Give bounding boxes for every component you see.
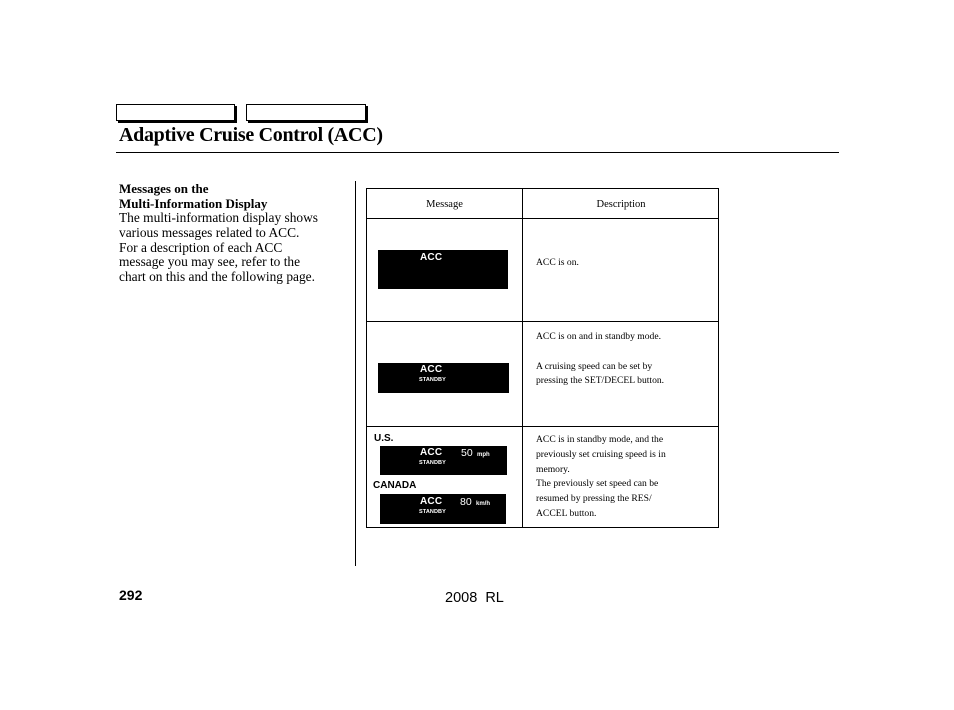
description-line: ACC is in standby mode, and the bbox=[536, 434, 664, 445]
description-line: ACC is on and in standby mode. bbox=[536, 331, 661, 342]
lcd-speed-unit: km/h bbox=[476, 501, 491, 507]
nav-tab-box-2 bbox=[246, 104, 366, 121]
body-line: message you may see, refer to the bbox=[119, 254, 301, 270]
table-row-description bbox=[536, 330, 664, 389]
table-row-separator bbox=[367, 218, 718, 219]
column-divider bbox=[355, 181, 356, 566]
section-body bbox=[119, 211, 351, 285]
lcd-acc-text: ACC bbox=[420, 496, 443, 507]
description-line: memory. bbox=[536, 463, 570, 475]
section-heading-line-2: Multi-Information Display bbox=[119, 196, 268, 211]
lcd-speed-value: 50 bbox=[461, 447, 473, 459]
lcd-standby-text: STANDBY bbox=[419, 460, 446, 466]
table-header-description: Description bbox=[596, 199, 646, 210]
body-line: The multi-information display shows bbox=[119, 210, 318, 225]
description-line bbox=[536, 345, 664, 360]
title-rule bbox=[116, 152, 839, 153]
section-heading-line-1: Messages on the bbox=[119, 181, 209, 196]
description-line: ACC is on. bbox=[536, 257, 579, 268]
lcd-acc-text: ACC bbox=[420, 364, 443, 375]
lcd-acc-text: ACC bbox=[420, 447, 443, 458]
body-line: various messages related to ACC. bbox=[119, 224, 300, 240]
description-line: resumed by pressing the RES/ bbox=[536, 493, 652, 505]
region-label-us: U.S. bbox=[374, 433, 394, 444]
lcd-display-us-speed bbox=[380, 446, 507, 475]
table-column-separator bbox=[522, 189, 523, 527]
lcd-acc-text: ACC bbox=[420, 252, 443, 263]
lcd-speed-unit: mph bbox=[477, 452, 490, 458]
description-line: ACCEL button. bbox=[536, 507, 597, 519]
lcd-standby-text: STANDBY bbox=[419, 377, 446, 383]
region-label-canada: CANADA bbox=[373, 480, 417, 491]
model-label: 2008 RL bbox=[445, 590, 504, 606]
lcd-speed-value: 80 bbox=[460, 496, 472, 508]
description-line: A cruising speed can be set by bbox=[536, 360, 653, 372]
page-title: Adaptive Cruise Control (ACC) bbox=[119, 124, 383, 146]
table-row-description bbox=[536, 433, 666, 522]
table-row-description bbox=[536, 256, 579, 271]
table-row-separator bbox=[367, 426, 718, 427]
description-line: previously set cruising speed is in bbox=[536, 448, 666, 460]
body-line: chart on this and the following page. bbox=[119, 269, 315, 285]
acc-message-table bbox=[366, 188, 719, 528]
page-number: 292 bbox=[119, 587, 143, 603]
lcd-display-acc-on bbox=[378, 250, 508, 289]
description-line: pressing the SET/DECEL button. bbox=[536, 375, 665, 387]
body-line: For a description of each ACC bbox=[119, 239, 283, 255]
description-line: The previously set speed can be bbox=[536, 478, 659, 490]
section-heading bbox=[119, 181, 267, 211]
lcd-display-canada-speed bbox=[380, 494, 506, 524]
lcd-display-standby bbox=[378, 363, 509, 393]
table-header-message: Message bbox=[426, 199, 463, 210]
lcd-standby-text: STANDBY bbox=[419, 509, 446, 515]
table-row-separator bbox=[367, 321, 718, 322]
nav-tab-box-1 bbox=[116, 104, 235, 121]
